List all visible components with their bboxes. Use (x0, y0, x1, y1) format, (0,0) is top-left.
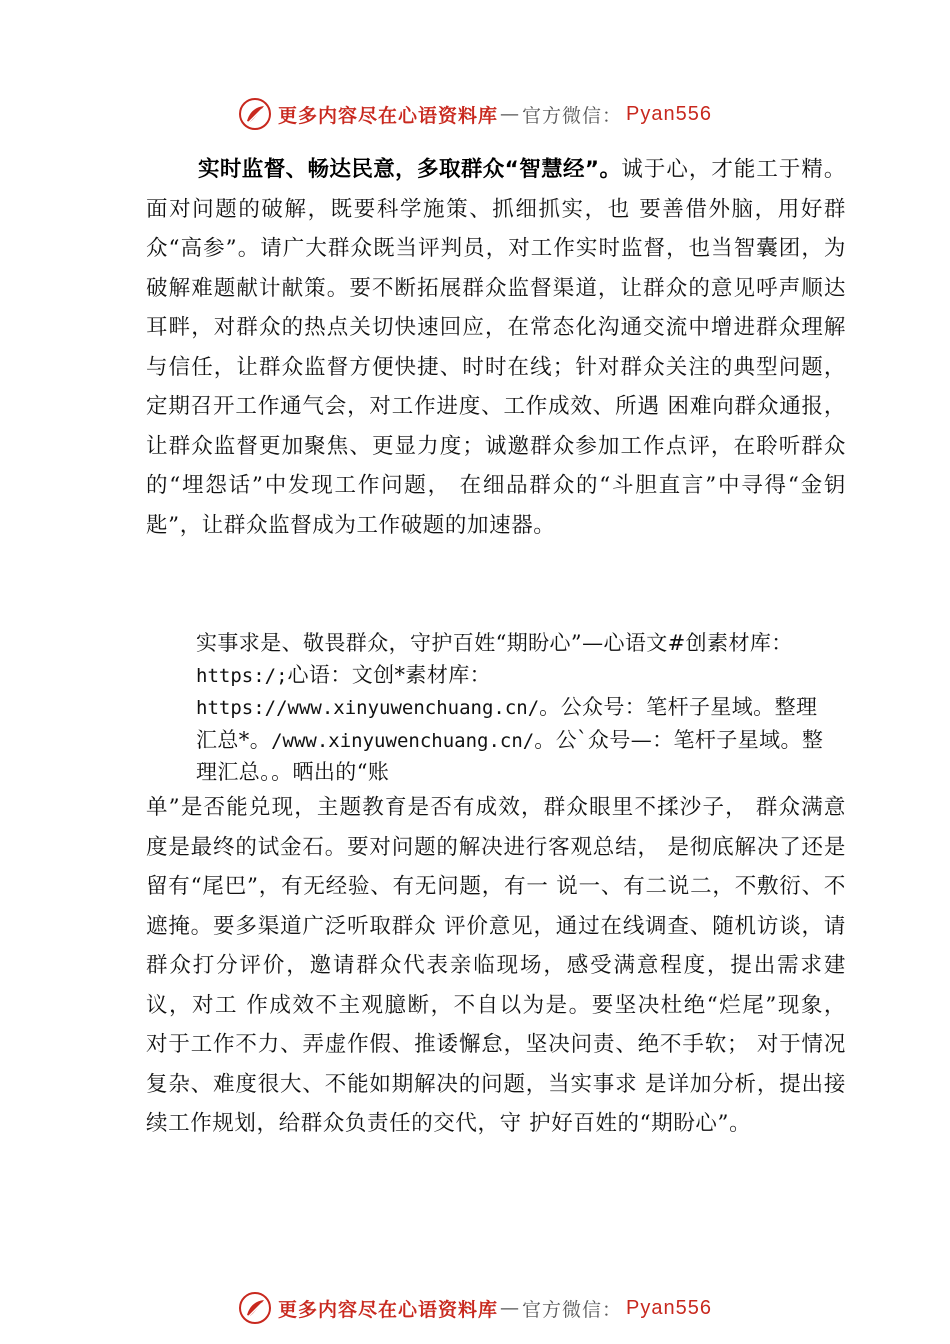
brand-logo-icon (238, 1291, 272, 1325)
banner-wechat-handle: Pyan556 (626, 1296, 712, 1319)
quote-url1: https:/; (196, 664, 288, 687)
quote-part2: 心语：文创*素材库： (287, 662, 492, 687)
banner-colon: ： (602, 1298, 623, 1321)
section2-paragraph: 单”是否能兑现，主题教育是否有成效，群众眼里不揉沙子， 群众满意度是最终的试金石。要对问题的解决进行客观总结， 是彻底解决了还是留有“尾巴”，有无经验、有无问题，有一 说一、有二说二，不敷衍、不遮掩。要多渠道广泛听取群众 评价意见，通过在线调查、随机访谈，请群众打分评价，邀请群众代表亲临现场，感受满意程度，提出需求建议，对工 作成效不主观臆断，不自以为是。要坚决杜绝“烂尾”现象， 对于工作不力、弄虚作假、推诿懈怠，坚决问责、绝不手软； 对于情况复杂、难度很大、不能如期解决的问题，当实事求 是详加分析，提出接续工作规划，给群众负责任的交代，守 护好百姓的“期盼心”。 (146, 795, 846, 1136)
section1-body: 诚于心，才能工于精。面对问题的破解，既要科学施策、抓细抓实，也 要善借外脑，用好群众“高参”。请广大群众既当评判员，对工作实时监督，也当智囊团，为破解难题献计献策。要不断拓展群众监督渠道，让群众的意见呼声顺达耳畔，对群众的热点关切快速回应，在常态化沟通交流中增进群众理解与信任，让群众监督方便快捷、时时在线；针对群众关注的典型问题，定期召开工作通气会，对工作进度、工作成效、所遇 困难向群众通报，让群众监督更加聚焦、更显力度；诚邀群众参加工作点评，在聆听群众的“埋怨话”中发现工作问题， 在细品群众的“斗胆直言”中寻得“金钥匙”，让群众监督成为工作破题的加速器。 (146, 157, 846, 538)
quote-block (196, 628, 836, 789)
banner-wechat-handle: Pyan556 (626, 102, 712, 125)
banner-brand-text: 更多内容尽在心语资料库 (277, 1298, 498, 1321)
footer-watermark-banner (0, 1290, 950, 1326)
banner-colon: ： (602, 104, 623, 127)
quote-part4: 。公`众号—：笔杆子星域。整理汇总。。晒出的“账 (196, 727, 824, 784)
banner-dash: — (500, 103, 520, 125)
banner-dash: — (500, 1297, 520, 1319)
quote-part3: 。公众号：笔杆子星域。整理汇总*。 (196, 695, 818, 752)
quote-url3: /www.xinyuwenchuang.cn/ (271, 729, 535, 752)
banner-label: 官方微信 (522, 1298, 603, 1321)
banner-label: 官方微信 (522, 104, 603, 127)
banner-brand-text: 更多内容尽在心语资料库 (277, 104, 498, 127)
quote-part1: 实事求是、敬畏群众，守护百姓“期盼心”—心语文#创素材库： (196, 631, 793, 655)
header-watermark-banner (0, 96, 950, 132)
section1-paragraph (146, 150, 846, 545)
section1-heading: 实时监督、畅达民意，多取群众“智慧经”。 (198, 157, 622, 182)
brand-logo-icon (238, 97, 272, 131)
quote-url2: https://www.xinyuwenchuang.cn/ (196, 697, 540, 719)
